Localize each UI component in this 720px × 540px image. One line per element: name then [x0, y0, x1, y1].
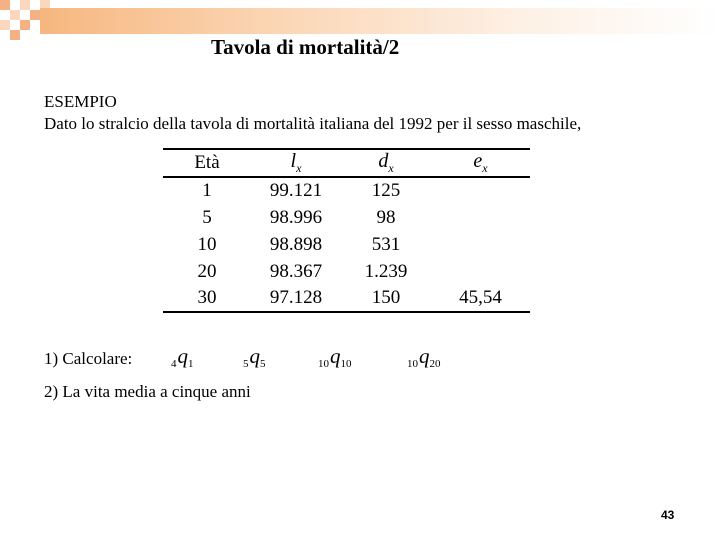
cell-age: 20 [197, 260, 217, 282]
intro-text: Dato lo stralcio della tavola di mortalità italiana del 1992 per il sesso maschile, [44, 114, 582, 133]
cell-age: 1 [202, 180, 212, 201]
cell-age: 5 [202, 206, 212, 228]
cell-ex [431, 177, 530, 204]
cell-age: 10 [197, 233, 217, 255]
table-header-row [163, 149, 530, 177]
cell-age: 30 [163, 285, 251, 312]
header-ex: $e_x$ [431, 149, 530, 177]
deco-square [0, 20, 10, 30]
q-symbol: $_{10}q_{10}$ [318, 344, 352, 370]
top-gradient-band [40, 8, 720, 34]
example-heading: ESEMPIO [44, 92, 117, 111]
cell-ex [431, 258, 530, 285]
question-2-label: 2) La vita media a cinque anni [44, 382, 251, 401]
cell-dx: 1.239 [364, 260, 408, 282]
header-dx: $d_x$ [341, 149, 431, 177]
cell-dx: 98 [376, 206, 396, 228]
page-number: 43 [661, 508, 675, 522]
deco-square [20, 0, 30, 10]
cell-ex: 45,54 [431, 285, 530, 312]
table-row [163, 204, 530, 231]
deco-square [0, 0, 10, 10]
q-symbol: $_{10}q_{20}$ [407, 344, 441, 370]
cell-ex [431, 231, 530, 258]
table-row [163, 285, 530, 312]
cell-ex [431, 204, 530, 231]
table-row [163, 177, 530, 204]
table-row [163, 258, 530, 285]
header-age: Età [163, 149, 251, 177]
deco-square [30, 10, 40, 20]
q-symbol: $_5q_5$ [243, 344, 266, 370]
table-row [163, 231, 530, 258]
cell-lx: 98.367 [269, 260, 323, 282]
cell-dx: 125 [371, 180, 401, 201]
mortality-table [163, 148, 530, 313]
header-lx: $l_x$ [251, 149, 341, 177]
cell-lx: 99.121 [269, 180, 323, 201]
deco-square [10, 30, 20, 40]
question-1-label: 1) Calcolare: [44, 349, 133, 368]
cell-lx: 98.996 [269, 206, 323, 228]
deco-square [10, 10, 20, 20]
intro-block [44, 91, 581, 135]
cell-lx: 98.898 [269, 233, 323, 255]
cell-lx: 97.128 [251, 285, 341, 312]
q-symbol: $_4q_1$ [171, 344, 194, 370]
deco-square [20, 20, 30, 30]
cell-dx: 531 [371, 233, 401, 255]
cell-dx: 150 [341, 285, 431, 312]
slide-title: Tavola di mortalità/2 [211, 35, 400, 59]
